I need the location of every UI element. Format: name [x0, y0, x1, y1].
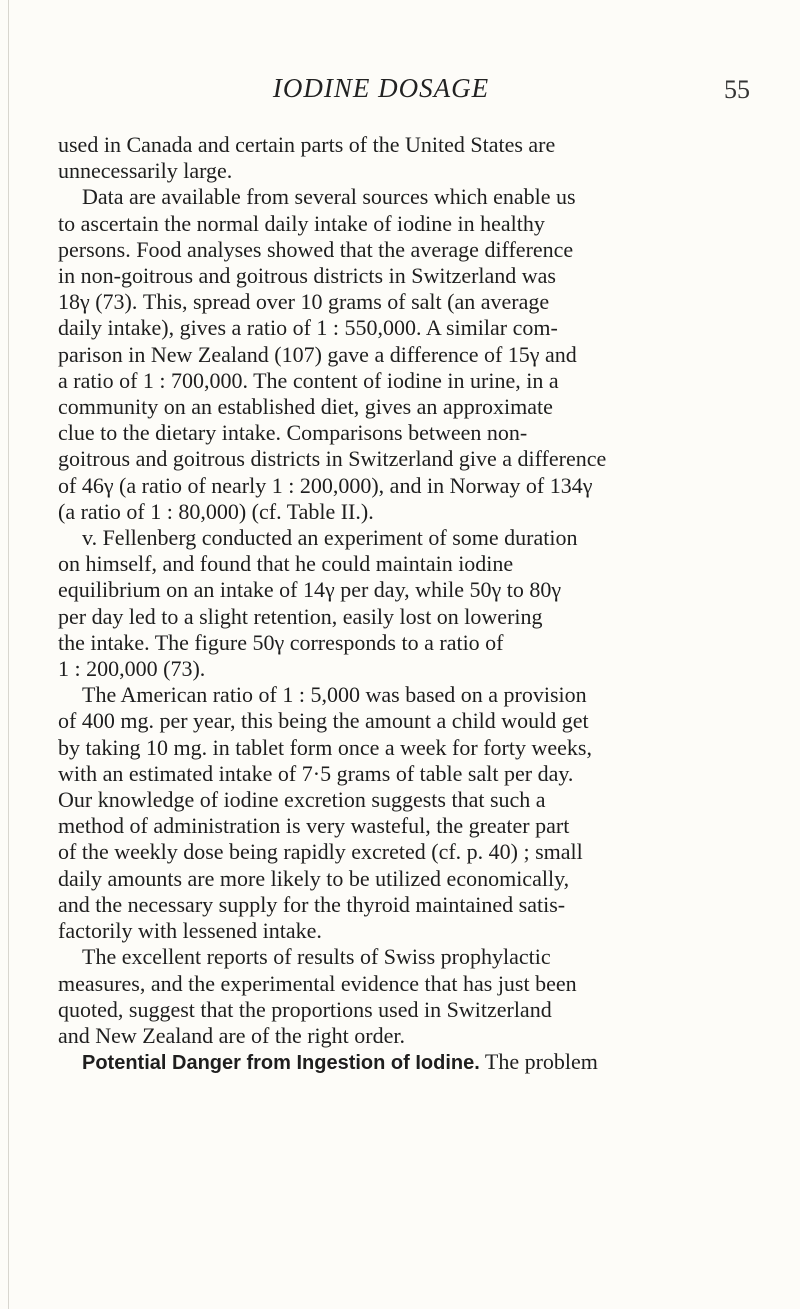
- text-line: by taking 10 mg. in tablet form once a week for forty weeks,: [58, 734, 592, 760]
- text-line: used in Canada and certain parts of the United States are: [58, 132, 556, 157]
- text-line: The American ratio of 1 : 5,000 was based on a provision: [82, 682, 587, 708]
- text-line: measures, and the experimental evidence that has just been: [58, 970, 577, 996]
- text-line: daily intake), gives a ratio of 1 : 550,000. A similar com-: [58, 315, 558, 341]
- text-line: on himself, and found that he could maintain iodine: [58, 551, 514, 577]
- text-line: Our knowledge of iodine excretion suggests that such a: [58, 787, 546, 813]
- text-line: (a ratio of 1 : 80,000) (cf. Table II.).: [58, 498, 374, 524]
- page-edge-line: [8, 0, 9, 1309]
- text-line: parison in New Zealand (107) gave a difference of 15γ and: [58, 341, 577, 367]
- text-line: community on an established diet, gives an approximate: [58, 394, 553, 420]
- text-line: to ascertain the normal daily intake of iodine in healthy: [58, 210, 545, 236]
- text-line: per day led to a slight retention, easily lost on lowering: [58, 603, 543, 629]
- page-header: [0, 73, 800, 113]
- text-line: v. Fellenberg conducted an experiment of some duration: [82, 525, 578, 551]
- page-number: 55: [724, 75, 750, 104]
- text-line: of the weekly dose being rapidly excreted (cf. p. 40) ; small: [58, 839, 583, 865]
- text-line: 1 : 200,000 (73).: [58, 656, 206, 682]
- text-line: persons. Food analyses showed that the average difference: [58, 236, 574, 262]
- text-line: unnecessarily large.: [58, 158, 233, 184]
- text-line: The excellent reports of results of Swiss prophylactic: [82, 944, 551, 970]
- text-line: goitrous and goitrous districts in Switzerland give a difference: [58, 446, 607, 472]
- text-line: quoted, suggest that the proportions used in Switzerland: [58, 996, 552, 1022]
- text-line: and New Zealand are of the right order.: [58, 1022, 405, 1048]
- text-line: equilibrium on an intake of 14γ per day, while 50γ to 80γ: [58, 577, 562, 603]
- text-line: the intake. The figure 50γ corresponds to a ratio of: [58, 629, 504, 655]
- text-line: method of administration is very wasteful, the greater part: [58, 813, 570, 839]
- text-line: a ratio of 1 : 700,000. The content of iodine in urine, in a: [58, 367, 559, 393]
- text-line: in non-goitrous and goitrous districts in Switzerland was: [58, 263, 556, 289]
- text-line: and the necessary supply for the thyroid maintained satis-: [58, 891, 566, 917]
- text-line: clue to the dietary intake. Comparisons between non-: [58, 420, 528, 446]
- text-line: of 400 mg. per year, this being the amount a child would get: [58, 708, 589, 734]
- text-line: factorily with lessened intake.: [58, 918, 322, 944]
- text-line: daily amounts are more likely to be utilized economically,: [58, 865, 570, 891]
- running-title: IODINE DOSAGE: [272, 73, 490, 103]
- text-line: Data are available from several sources which enable us: [82, 184, 576, 210]
- text-line: 18γ (73). This, spread over 10 grams of salt (an average: [58, 289, 550, 315]
- section-heading-line: Potential Danger from Ingestion of Iodine. The problem: [82, 1049, 598, 1075]
- body-text: [58, 132, 686, 1076]
- text-line: with an estimated intake of 7·5 grams of table salt per day.: [58, 760, 574, 786]
- text-line: of 46γ (a ratio of nearly 1 : 200,000), and in Norway of 134γ: [58, 472, 593, 498]
- section-heading: Potential Danger from Ingestion of Iodine.: [82, 1052, 480, 1075]
